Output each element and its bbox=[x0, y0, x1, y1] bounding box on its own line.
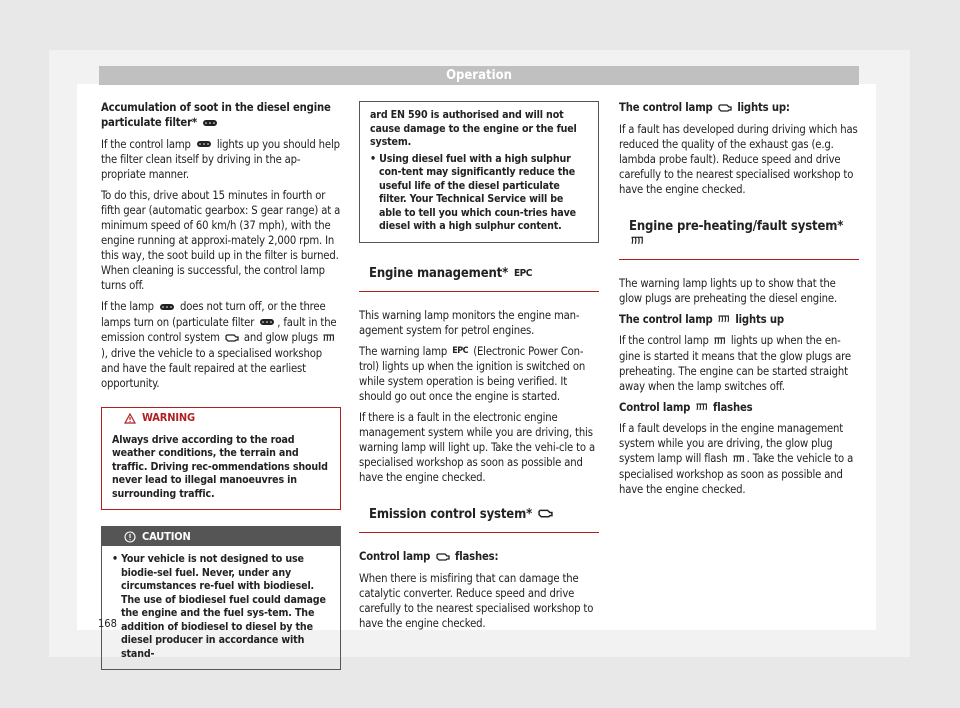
column-1 bbox=[101, 100, 341, 670]
column-2 bbox=[359, 101, 599, 637]
particulate-filter-icon bbox=[259, 315, 275, 330]
subheading: Control lamp flashes bbox=[619, 400, 753, 414]
paragraph: This warning lamp monitors the engine man-agement system for petrol engines. bbox=[359, 308, 580, 337]
paragraph: When there is misfiring that can damage the catalytic converter. Reduce speed and drive carefully to the nearest specialised workshop to have the engine checked. bbox=[359, 571, 594, 630]
warning-triangle-icon bbox=[124, 411, 136, 430]
warning-text: Always drive according to the road weather conditions, the terrain and traffic. Driving rec-ommendations should never lead to illegal manoeuvres in surrounding traffic. bbox=[102, 427, 340, 510]
section-engine-management: Engine management* EPC bbox=[359, 266, 599, 292]
glow-plug-icon bbox=[718, 312, 730, 327]
paragraph: To do this, drive about 15 minutes in fourth or fifth gear (automatic gearbox: S gear range) at a minimum speed of 60 km/h (37 mph), with the engine running at approxi-mately 2,000 rpm. In this way, the soot build up in the filter is burned. When cleaning is successful, the control lamp turns off. bbox=[101, 189, 341, 292]
warning-box bbox=[101, 407, 341, 511]
caution-bullet: • Using diesel fuel with a high sulphur con-tent may significantly reduce the useful life of the diesel particulate filter. Your Technical Service will be able to tell you which coun-tries have diesel with a high sulphur content. bbox=[370, 152, 576, 232]
caution-circle-icon bbox=[124, 530, 136, 549]
paragraph: If there is a fault in the electronic engine management system while you are driving, this warning lamp will light up. Take the vehi-cle to a specialised workshop as soon as possible and have the engine checked. bbox=[359, 411, 595, 484]
caution-header bbox=[102, 527, 340, 546]
epc-icon: EPC bbox=[514, 267, 532, 279]
subheading: The control lamp lights up bbox=[619, 312, 784, 326]
subheading: Control lamp flashes: bbox=[359, 550, 499, 563]
paragraph: If a fault has developed during driving which has reduced the quality of the exhaust gas (e.g. lambda probe fault). Reduce speed and drive carefully to the nearest specialised workshop to have the engine checked. bbox=[619, 122, 858, 196]
engine-emission-icon bbox=[538, 507, 553, 522]
glow-plug-icon bbox=[733, 452, 745, 467]
caution-box bbox=[101, 526, 341, 670]
caution-text bbox=[102, 546, 340, 669]
engine-emission-icon bbox=[225, 331, 239, 346]
engine-emission-icon bbox=[436, 550, 450, 565]
glow-plug-icon bbox=[631, 234, 644, 249]
glow-plug-icon bbox=[323, 331, 335, 346]
caution-text-continued: ard EN 590 is authorised and will not cause damage to the engine or the fuel system. • Using diesel fuel with a high sulphur con-tent may significantly reduce the useful life of the diesel particulate filter. Your Technical Service will be able to tell you which coun-tries have diesel with a high sulphur content. bbox=[360, 102, 598, 242]
caution-bullet: • Your vehicle is not designed to use biodie-sel fuel. Never, under any circumstances re-fuel with biodiesel. The use of biodiesel fuel could damage the engine and the fuel sys-tem. The addition of biodiesel to diesel by the diesel producer in accordance with stand- bbox=[112, 553, 326, 660]
glow-plug-icon bbox=[714, 334, 726, 349]
section-emission-control: Emission control system* bbox=[359, 507, 599, 533]
paragraph: If the lamp does not turn off, or the three lamps turn on (particulate filter , fault in the emission control system and glow plugs ), drive the vehicle to a specialised workshop and have the fault repaired at the earliest opportunity. bbox=[101, 300, 337, 390]
particulate-filter-icon bbox=[196, 137, 212, 152]
page-title: Operation bbox=[99, 66, 859, 85]
paragraph: The warning lamp lights up to show that the glow plugs are preheating the diesel engine. bbox=[619, 276, 838, 305]
section-engine-preheating: Engine pre-heating/fault system* bbox=[619, 219, 859, 260]
caution-box-continued bbox=[359, 101, 599, 243]
column-3 bbox=[619, 100, 859, 503]
particulate-filter-icon bbox=[202, 116, 218, 131]
glow-plug-icon bbox=[696, 400, 708, 415]
engine-emission-icon bbox=[718, 101, 732, 116]
page-number: 168 bbox=[98, 617, 117, 630]
caution-label: CAUTION bbox=[142, 530, 191, 543]
particulate-filter-icon bbox=[159, 300, 175, 315]
epc-icon: EPC bbox=[452, 346, 469, 356]
subheading: The control lamp lights up: bbox=[619, 101, 790, 114]
paragraph: The warning lamp EPC (Electronic Power Con-trol) lights up when the ignition is switched on while system operation is being verified. It should go out once the engine is started. bbox=[359, 344, 586, 403]
heading-text: Accumulation of soot in the diesel engine particulate filter* bbox=[101, 101, 331, 129]
paragraph: If a fault develops in the engine management system while you are driving, the glow plug system lamp will flash . Take the vehicle to a specialised workshop as soon as possible and have the engine checked. bbox=[619, 422, 854, 496]
section-heading bbox=[101, 100, 341, 131]
warning-label: WARNING bbox=[142, 410, 196, 424]
warning-header bbox=[102, 408, 340, 427]
paragraph: If the control lamp lights up when the en-gine is started it means that the glow plugs are preheating. The engine can be started straight away when the lamp switches off. bbox=[619, 334, 851, 393]
paragraph: If the control lamp lights up you should help the filter clean itself by driving in the ap-propriate manner. bbox=[101, 137, 340, 181]
